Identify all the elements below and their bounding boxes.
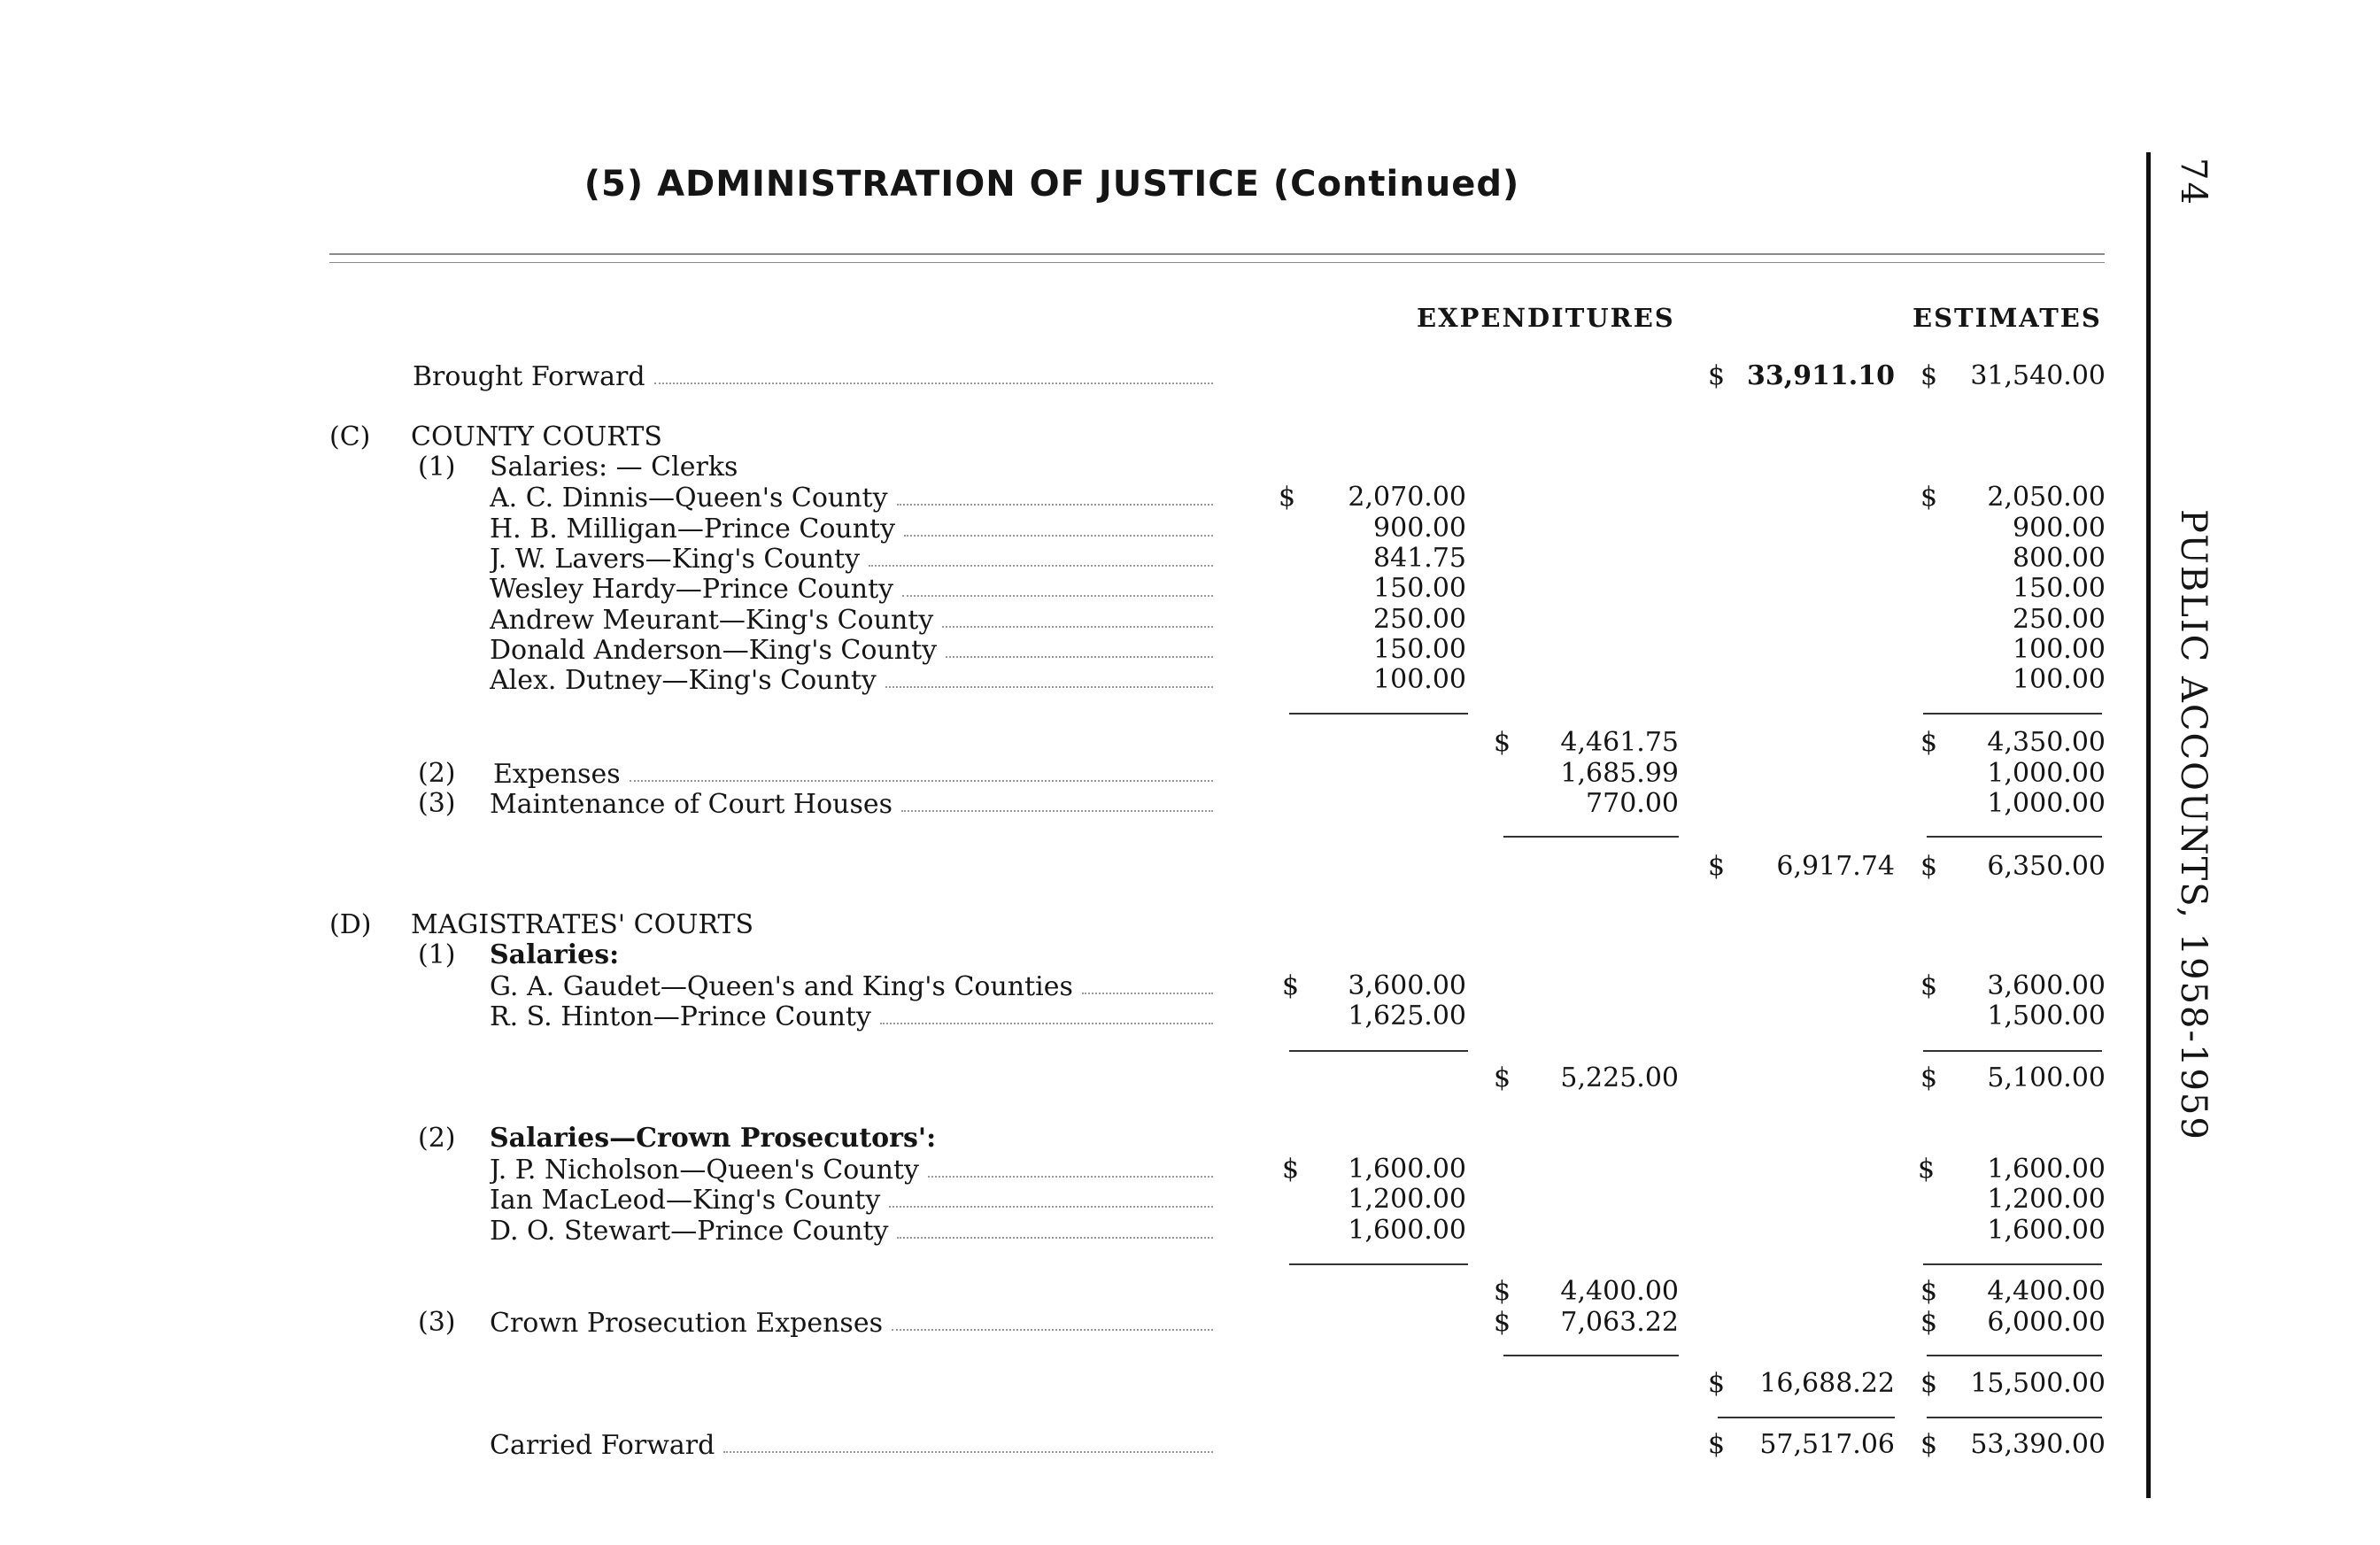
dollar-sign: $ <box>1494 1307 1511 1338</box>
exp-total: 6,917.74 <box>1776 851 1895 882</box>
page-title: (5) ADMINISTRATION OF JUSTICE (Continued) <box>583 164 1520 205</box>
subtotal-rule <box>1923 713 2102 715</box>
margin-rule <box>2146 152 2151 1498</box>
exp-value: 150.00 <box>1373 634 1466 665</box>
subsection-number: (3) <box>418 788 456 819</box>
est-value: 1,000.00 <box>1987 758 2106 789</box>
row-label: A. C. Dinnis—Queen's County <box>490 483 893 513</box>
total-rule <box>1927 836 2102 838</box>
exp-value: 2,070.00 <box>1348 482 1466 513</box>
dot-leader <box>897 1216 1213 1239</box>
exp-value: 1,600.00 <box>1348 1154 1466 1185</box>
total-rule <box>1927 1355 2102 1356</box>
table-row <box>0 544 2125 574</box>
subsection-row <box>0 1124 2125 1154</box>
section-heading: MAGISTRATES' COURTS <box>411 909 754 940</box>
dollar-sign: $ <box>1279 482 1296 513</box>
section-heading: COUNTY COURTS <box>411 421 662 452</box>
exp-value: 770.00 <box>1586 788 1679 819</box>
subsection-number: (1) <box>418 452 456 483</box>
row-label: Wesley Hardy—Prince County <box>490 574 899 604</box>
subtotal-rule <box>1289 1050 1468 1052</box>
dot-leader <box>1082 971 1213 994</box>
table-row <box>0 759 2125 789</box>
dollar-sign: $ <box>1920 1368 1938 1399</box>
table-row <box>0 1001 2125 1031</box>
exp-subtotal: 4,400.00 <box>1560 1276 1679 1307</box>
column-head-estimates: ESTIMATES <box>1912 303 2102 333</box>
dot-leader <box>904 514 1213 537</box>
row-label: Alex. Dutney—King's County <box>490 665 882 695</box>
row-label: Carried Forward <box>490 1430 720 1460</box>
est-value: 1,600.00 <box>1987 1154 2106 1185</box>
subsection-label: Salaries: — Clerks <box>490 452 738 483</box>
dollar-sign: $ <box>1282 1154 1300 1185</box>
subsection-number: (2) <box>418 1123 456 1154</box>
dot-leader <box>654 361 1213 384</box>
exp-value: 1,200.00 <box>1348 1184 1466 1215</box>
subsection-label: Salaries: <box>490 939 620 970</box>
exp-subtotal: 5,225.00 <box>1560 1062 1679 1093</box>
section-heading-row <box>0 422 2125 452</box>
subsection-number: (2) <box>418 758 456 789</box>
subsection-row <box>0 452 2125 483</box>
exp-value: 7,063.22 <box>1560 1307 1679 1338</box>
row-label: H. B. Milligan—Prince County <box>490 514 900 544</box>
total-rule <box>1927 1417 2102 1418</box>
table-row <box>0 789 2125 819</box>
table-row <box>0 665 2125 695</box>
dollar-sign: $ <box>1920 851 1938 882</box>
total-rule <box>1503 836 1679 838</box>
row-label: J. P. Nicholson—Queen's County <box>490 1155 924 1185</box>
subsection-label: Salaries—Crown Prosecutors': <box>490 1123 937 1154</box>
exp-value: 3,600.00 <box>1348 970 1466 1001</box>
exp-value: 900.00 <box>1373 513 1466 544</box>
table-row <box>0 605 2125 635</box>
exp-subtotal: 4,461.75 <box>1560 727 1679 758</box>
est-total: 6,350.00 <box>1987 851 2106 882</box>
est-subtotal: 4,350.00 <box>1987 727 2106 758</box>
dollar-sign: $ <box>1708 851 1726 882</box>
est-value: 1,200.00 <box>1987 1184 2106 1215</box>
dollar-sign: $ <box>1494 727 1511 758</box>
est-subtotal: 4,400.00 <box>1987 1276 2106 1307</box>
table-row <box>0 1185 2125 1215</box>
row-label: Expenses <box>493 759 626 789</box>
exp-total: 33,911.10 <box>1746 360 1895 391</box>
est-value: 1,500.00 <box>1987 1000 2106 1031</box>
dollar-sign: $ <box>1920 1429 1938 1460</box>
section-mark: (D) <box>329 909 372 940</box>
row-label: Crown Prosecution Expenses <box>490 1308 888 1338</box>
est-value: 2,050.00 <box>1987 482 2106 513</box>
subtotal-rule <box>1289 713 1468 715</box>
dollar-sign: $ <box>1920 482 1938 513</box>
row-label: Brought Forward <box>413 361 651 391</box>
exp-total: 16,688.22 <box>1759 1368 1895 1399</box>
exp-total: 57,517.06 <box>1759 1429 1895 1460</box>
dot-leader <box>885 665 1213 688</box>
subtotal-row <box>0 1277 2125 1307</box>
exp-value: 150.00 <box>1373 573 1466 604</box>
dollar-sign: $ <box>1708 360 1726 391</box>
est-total: 15,500.00 <box>1970 1368 2106 1399</box>
dot-leader <box>902 574 1213 597</box>
subtotal-rule <box>1289 1263 1468 1265</box>
row-label: Ian MacLeod—King's County <box>490 1185 885 1215</box>
est-value: 150.00 <box>2013 573 2106 604</box>
row-label: Maintenance of Court Houses <box>490 789 898 819</box>
dot-leader <box>946 635 1213 658</box>
table-row <box>0 1155 2125 1185</box>
page-number: 74 <box>2173 158 2214 206</box>
dot-leader <box>928 1155 1213 1178</box>
exp-value: 1,685.99 <box>1560 758 1679 789</box>
carried-forward-row <box>0 1430 2125 1460</box>
dollar-sign: $ <box>1920 360 1938 391</box>
dollar-sign: $ <box>1708 1429 1726 1460</box>
dollar-sign: $ <box>1920 970 1938 1001</box>
running-title: PUBLIC ACCOUNTS, 1958-1959 <box>2173 509 2214 1141</box>
dot-leader <box>901 789 1213 812</box>
row-label: Donald Anderson—King's County <box>490 635 942 665</box>
subtotal-rule <box>1923 1050 2102 1052</box>
est-value: 1,000.00 <box>1987 788 2106 819</box>
exp-value: 1,600.00 <box>1348 1215 1466 1246</box>
dollar-sign: $ <box>1708 1368 1726 1399</box>
dollar-sign: $ <box>1920 727 1938 758</box>
est-value: 3,600.00 <box>1987 970 2106 1001</box>
subsection-row <box>0 940 2125 970</box>
dollar-sign: $ <box>1282 970 1300 1001</box>
header-rule-top <box>329 253 2105 255</box>
subtotal-row <box>0 728 2125 758</box>
dollar-sign: $ <box>1494 1062 1511 1093</box>
row-label: R. S. Hinton—Prince County <box>490 1001 877 1031</box>
est-value: 1,600.00 <box>1987 1215 2106 1246</box>
dollar-sign: $ <box>1920 1307 1938 1338</box>
header-rule-bottom <box>329 262 2105 263</box>
row-label: J. W. Lavers—King's County <box>490 544 865 574</box>
row-label: D. O. Stewart—Prince County <box>490 1216 893 1246</box>
est-value: 800.00 <box>2013 543 2106 574</box>
table-row <box>0 1308 2125 1338</box>
table-row <box>0 574 2125 604</box>
est-total: 31,540.00 <box>1970 360 2106 391</box>
est-value: 900.00 <box>2013 513 2106 544</box>
row-label: Andrew Meurant—King's County <box>490 605 939 635</box>
subsection-number: (3) <box>418 1307 456 1338</box>
dot-leader <box>889 1185 1213 1208</box>
exp-value: 1,625.00 <box>1348 1000 1466 1031</box>
est-value: 100.00 <box>2013 634 2106 665</box>
section-total-row <box>0 1369 2125 1399</box>
section-heading-row <box>0 910 2125 940</box>
table-row <box>0 483 2125 513</box>
est-total: 53,390.00 <box>1970 1429 2106 1460</box>
dollar-sign: $ <box>1918 1154 1936 1185</box>
dollar-sign: $ <box>1920 1062 1938 1093</box>
est-value: 100.00 <box>2013 664 2106 695</box>
row-label: G. A. Gaudet—Queen's and King's Counties <box>490 971 1078 1001</box>
dot-leader <box>897 483 1213 506</box>
dollar-sign: $ <box>1494 1276 1511 1307</box>
subtotal-rule <box>1923 1263 2102 1265</box>
est-value: 250.00 <box>2013 604 2106 635</box>
subtotal-row <box>0 1063 2125 1093</box>
dot-leader <box>892 1308 1213 1331</box>
table-row <box>0 635 2125 665</box>
table-row <box>0 971 2125 1001</box>
section-total-row <box>0 852 2125 882</box>
brought-forward-row <box>0 361 2125 391</box>
exp-value: 250.00 <box>1373 604 1466 635</box>
table-row <box>0 1216 2125 1246</box>
subsection-number: (1) <box>418 939 456 970</box>
dot-leader <box>942 605 1213 628</box>
exp-value: 841.75 <box>1373 543 1466 574</box>
total-rule <box>1503 1355 1679 1356</box>
column-head-expenditures: EXPENDITURES <box>1417 303 1675 333</box>
dot-leader <box>723 1430 1213 1453</box>
est-subtotal: 5,100.00 <box>1987 1062 2106 1093</box>
dollar-sign: $ <box>1920 1276 1938 1307</box>
section-mark: (C) <box>329 421 371 452</box>
dot-leader <box>630 759 1213 782</box>
exp-value: 100.00 <box>1373 664 1466 695</box>
dot-leader <box>880 1001 1213 1024</box>
est-value: 6,000.00 <box>1987 1307 2106 1338</box>
dot-leader <box>869 544 1213 567</box>
table-row <box>0 514 2125 544</box>
total-rule <box>1718 1417 1895 1418</box>
